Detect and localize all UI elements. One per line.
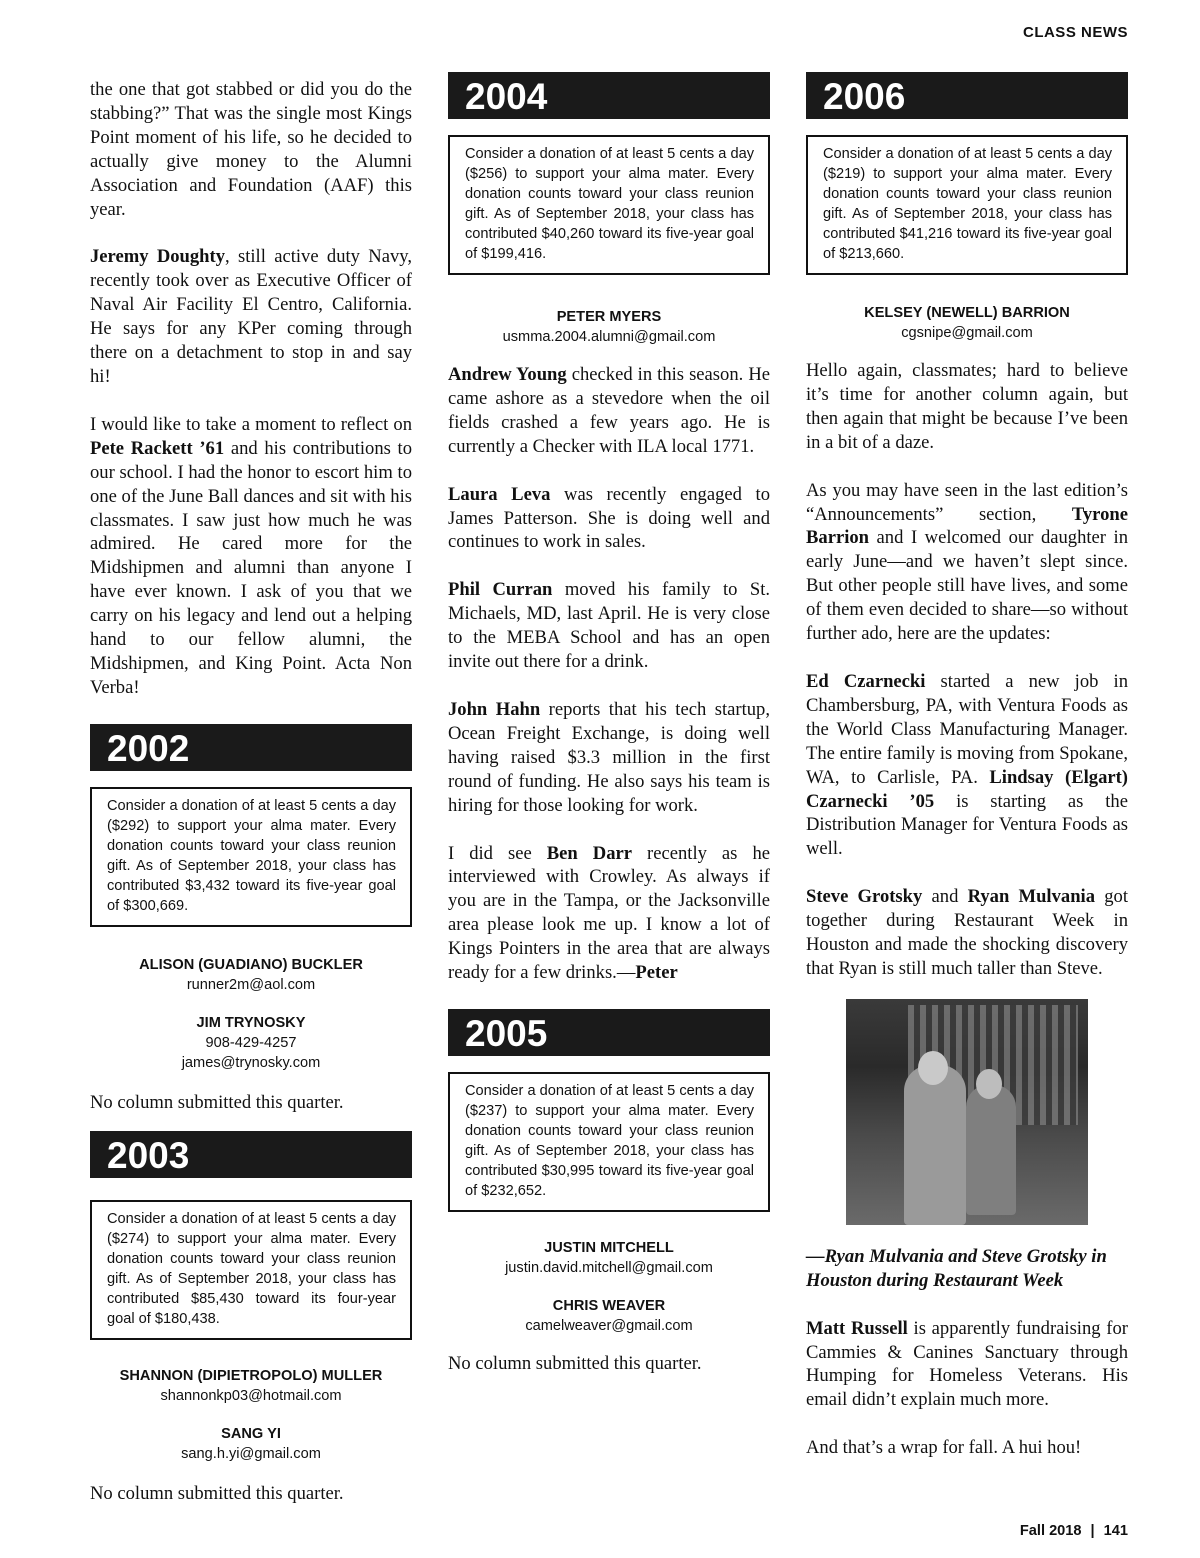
donation-box-2005: Consider a donation of at least 5 cents a day ($237) to support your alma mater. Every donation counts toward your class reunion gift. As of September 2018, your class has contributed $30,995 toward its five-year goal of $232,652.: [448, 1072, 770, 1212]
no-column-note: No column submitted this quarter.: [448, 1352, 702, 1374]
class-contact: [448, 307, 770, 347]
class-contact: [90, 1366, 412, 1406]
class-contact: [448, 1296, 770, 1336]
paragraph-text: I would like to take a moment to reflect on: [90, 413, 412, 435]
contact-email[interactable]: usmma.2004.alumni@gmail.com: [502, 329, 716, 345]
paragraph-text: is apparently fundraising for Cammies & Canines Sanctuary through Humping for Homeless Veterans. His email didn’t explain much more.: [806, 1317, 1128, 1411]
classmates-photo: [846, 999, 1088, 1225]
person-name: Andrew Young: [448, 364, 567, 385]
class-year-heading-2005: 2005: [448, 1009, 770, 1056]
hello-paragraph: Hello again, classmates; hard to believe it’s time for another column again, but then again that might be because I’ve been in a bit of a daze.: [806, 360, 1128, 453]
intro-paragraph: the one that got stabbed or did you do the stabbing?” That was the single most Kings Point moment of his life, so he decided to actually give money to the Alumni Association and Foundation (AAF) this year.: [90, 79, 412, 220]
paragraph-text: recently as he interviewed with Crowley. As always if you are in the Tampa, or the Jacksonville area please look me up. I know a lot of Kings Pointers in the area that are always ready for a few drinks.—: [448, 842, 770, 984]
paragraph-text: moved his family to St. Michaels, MD, last April. He is very close to the MEBA School and has an open invite out there for a drink.: [448, 579, 771, 673]
contact-email[interactable]: justin.david.mitchell@gmail.com: [505, 1259, 713, 1276]
page-footer: [1020, 1523, 1128, 1539]
footer-separator: |: [1090, 1523, 1095, 1539]
contact-name: CHRIS WEAVER: [552, 1297, 666, 1314]
section-label: CLASS NEWS: [1022, 24, 1128, 41]
paragraph-text: is starting as the Distribution Manager for Ventura Foods as well.: [806, 790, 1128, 860]
person-name: Phil Curran: [448, 579, 553, 601]
person-name: Ryan Mulvania: [967, 886, 1095, 908]
person-name: Steve Grotsky: [806, 886, 923, 908]
class-contact: [90, 1424, 412, 1464]
issue-label: Fall 2018: [1019, 1523, 1082, 1539]
contact-email[interactable]: runner2m@aol.com: [186, 976, 316, 993]
person-name: Matt Russell: [806, 1317, 908, 1339]
paragraph-text: and: [922, 886, 968, 908]
contact-name: JIM TRYNOSKY: [196, 1014, 306, 1031]
paragraph-text: I did see: [448, 842, 547, 864]
person-name: Laura Leva: [448, 483, 551, 505]
paragraph-text: and I welcomed our daughter in early June—and we haven’t slept since. But other people still have lives, and some of them even decided to share—so without further ado, here are the updates:: [806, 527, 1128, 645]
signoff: Peter: [635, 962, 678, 984]
laura-paragraph: [448, 483, 770, 555]
page-number: 141: [1103, 1523, 1128, 1539]
matt-paragraph: [806, 1317, 1128, 1413]
contact-email[interactable]: camelweaver@gmail.com: [525, 1317, 693, 1334]
contact-name: JUSTIN MITCHELL: [544, 1239, 674, 1256]
ed-paragraph: [806, 670, 1128, 861]
photo-caption: —Ryan Mulvania and Steve Grotsky in Houston during Restaurant Week: [806, 1245, 1107, 1291]
john-paragraph: [448, 698, 770, 818]
steve-paragraph: [806, 885, 1128, 981]
phil-paragraph: [448, 578, 770, 674]
contact-name: SHANNON (DIPIETROPOLO) MULLER: [119, 1367, 383, 1384]
no-column-note: No column submitted this quarter.: [90, 1091, 344, 1113]
person-name: Ben Darr: [546, 842, 633, 864]
contact-name: KELSEY (NEWELL) BARRION: [864, 305, 1070, 321]
paragraph-text: checked in this season. He came ashore as a stevedore when the oil fields crashed a few years ago. He is currently a Checker with ILA local 1771.: [448, 364, 771, 457]
column-2: [448, 72, 770, 1400]
class-year-heading-2002: 2002: [90, 724, 412, 771]
donation-box-2003: Consider a donation of at least 5 cents a day ($274) to support your alma mater. Every donation counts toward your class reunion gift. As of September 2018, your class has contributed $85,430 toward its four-year goal of $180,438.: [90, 1200, 412, 1340]
closing-paragraph: And that’s a wrap for fall. A hui hou!: [806, 1437, 1082, 1459]
paragraph-text: and his contributions to our school. I had the honor to escort him to one of the June Ball dances and sit with his classmates. I saw just how much he was admired. He cared more for the Midshipmen and alumni than anyone I have ever known. I ask of you that we carry on his legacy and lend out a helping hand to our fellow alumni, the Midshipmen, and King Point. Acta Non Verba!: [90, 437, 412, 698]
contact-name: PETER MYERS: [556, 309, 662, 325]
paragraph-text: was recently engaged to James Patterson. She is doing well and continues to work in sales.: [448, 483, 770, 553]
person-name: Ed Czarnecki: [806, 670, 926, 692]
photo-person-short: [966, 1085, 1016, 1215]
reflect-paragraph: [90, 413, 412, 700]
contact-email[interactable]: shannonkp03@hotmail.com: [160, 1387, 342, 1404]
donation-box-2004: Consider a donation of at least 5 cents a day ($256) to support your alma mater. Every donation counts toward your class reunion gift. As of September 2018, your class has contributed $40,260 toward its five-year goal of $199,416.: [448, 135, 770, 275]
column-1: [90, 78, 412, 1530]
paragraph-text: As you may have seen in the last edition’s “Announcements” section,: [806, 479, 1128, 525]
paragraph-text: , still active duty Navy, recently took over as Executive Officer of Naval Air Facility El Centro, California. He says for any KPer coming through there on a detachment to stop in and say hi!: [90, 246, 412, 387]
donation-box-2002: Consider a donation of at least 5 cents a day ($292) to support your alma mater. Every donation counts toward your class reunion gift. As of September 2018, your class has contributed $3,432 toward its five-year goal of $300,669.: [90, 787, 412, 927]
paragraph-text: started a new job in Chambersburg, PA, with Ventura Foods as the World Class Manufacturing Manager. The entire family is moving from Spokane, WA, to Carlisle, PA.: [806, 670, 1128, 788]
person-name: Lindsay (Elgart) Czarnecki ’05: [806, 766, 1129, 812]
class-contact: [448, 1238, 770, 1278]
class-year-heading-2006: 2006: [806, 72, 1128, 119]
andrew-paragraph: [448, 363, 770, 459]
paragraph-text: got together during Restaurant Week in Houston and made the shocking discovery that Ryan is still much taller than Steve.: [806, 886, 1128, 979]
announcement-paragraph: [806, 479, 1128, 646]
person-name: Pete Rackett ’61: [90, 437, 225, 459]
column-3: [806, 72, 1128, 1484]
paragraph-text: reports that his tech startup, Ocean Freight Exchange, is doing well having raised $3.3 million in the first round of funding. He also says his team is hiring for those looking for work.: [448, 698, 770, 816]
contact-name: ALISON (GUADIANO) BUCKLER: [139, 956, 363, 973]
class-year-heading-2003: 2003: [90, 1131, 412, 1178]
photo-person-tall: [904, 1065, 966, 1225]
jeremy-paragraph: [90, 245, 412, 388]
photo-person-short-head: [976, 1069, 1002, 1099]
class-contact: [806, 303, 1128, 343]
contact-email[interactable]: cgsnipe@gmail.com: [901, 325, 1033, 341]
person-name: John Hahn: [448, 698, 541, 720]
class-contact: [90, 1013, 412, 1073]
no-column-note: No column submitted this quarter.: [90, 1482, 344, 1504]
photo-person-tall-head: [918, 1051, 948, 1085]
ben-paragraph: [448, 842, 770, 985]
person-name: Tyrone Barrion: [806, 503, 1128, 549]
contact-email[interactable]: sang.h.yi@gmail.com: [181, 1445, 321, 1462]
class-contact: [90, 955, 412, 995]
class-year-heading-2004: 2004: [448, 72, 770, 119]
contact-phone: 908-429-4257: [205, 1034, 297, 1051]
contact-name: SANG YI: [221, 1425, 281, 1442]
contact-email[interactable]: james@trynosky.com: [181, 1054, 321, 1071]
person-name: Jeremy Doughty: [90, 246, 226, 268]
donation-box-2006: Consider a donation of at least 5 cents a day ($219) to support your alma mater. Every donation counts toward your class reunion gift. As of September 2018, your class has contributed $41,216 toward its five-year goal of $213,660.: [806, 135, 1128, 275]
